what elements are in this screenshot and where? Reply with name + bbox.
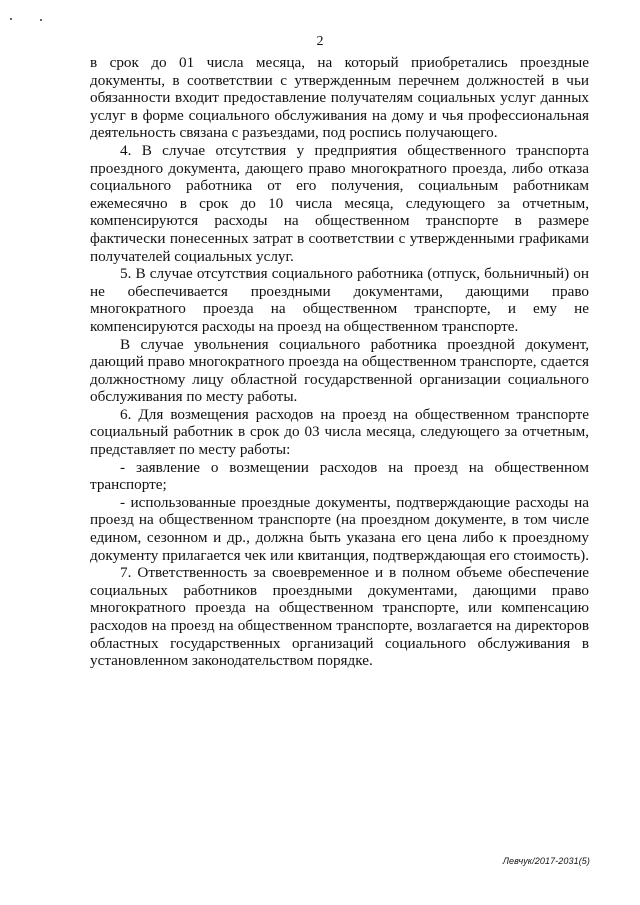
paragraph-item-7: 7. Ответственность за своевременное и в полном объеме обеспечение социальных работников проездными документами, дающими право многократного проезда на общественном транспорте, или компенсацию расходов на проезд на общественном транспорте, возлагается на директоров областных государственных организаций социального обслуживания в установленном законодательством порядке. [90, 564, 589, 670]
document-body [90, 54, 589, 670]
page-number: 2 [316, 34, 324, 49]
paragraph-item-6: 6. Для возмещения расходов на проезд на общественном транспорте социальный работник в срок до 03 числа месяца, следующего за отчетным, представляет по месту работы: [90, 405, 589, 459]
footer-document-code: Левчук/2017-2031(5) [502, 856, 590, 866]
scan-speck [10, 18, 12, 20]
scan-speck [40, 19, 42, 21]
list-item-application: - заявление о возмещении расходов на проезд на общественном транспорте; [90, 458, 589, 494]
paragraph-continuation: в срок до 01 числа месяца, на который приобретались проездные документы, в соответствии с утвержденным перечнем должностей в чьи обязанности входит предоставление получателям социальных услуг данных услуг в форме социального обслуживания на дому и чья профессиональная деятельность связана с разъездами, под роспись получающего. [90, 54, 589, 142]
paragraph-item-4: 4. В случае отсутствия у предприятия общественного транспорта проездного документа, дающего право многократного проезда, либо отказа социального работника от его получения, социальным работникам ежемесячно в срок до 10 числа месяца, следующего за отчетным, компенсируются расходы на общественном транспорте в размере фактически понесенных затрат в соответствии с утвержденными графиками получателей социальных услуг. [90, 141, 589, 265]
paragraph-dismissal: В случае увольнения социального работника проездной документ, дающий право многократного проезда на общественном транспорте, сдается должностному лицу областной государственной организации социального обслуживания по месту работы. [90, 335, 589, 406]
paragraph-item-5: 5. В случае отсутствия социального работника (отпуск, больничный) он не обеспечивается проездными документами, дающими право многократного проезда на общественном транспорте, и ему не компенсируются расходы на проезд на общественном транспорте. [90, 265, 589, 335]
list-item-used-documents: - использованные проездные документы, подтверждающие расходы на проезд на общественном транспорте (на проездном документе, в том числе едином, сезонном и др., должна быть указана его цена либо к проездному документу прилагается чек или квитанция, подтверждающая его стоимость). [90, 493, 590, 564]
